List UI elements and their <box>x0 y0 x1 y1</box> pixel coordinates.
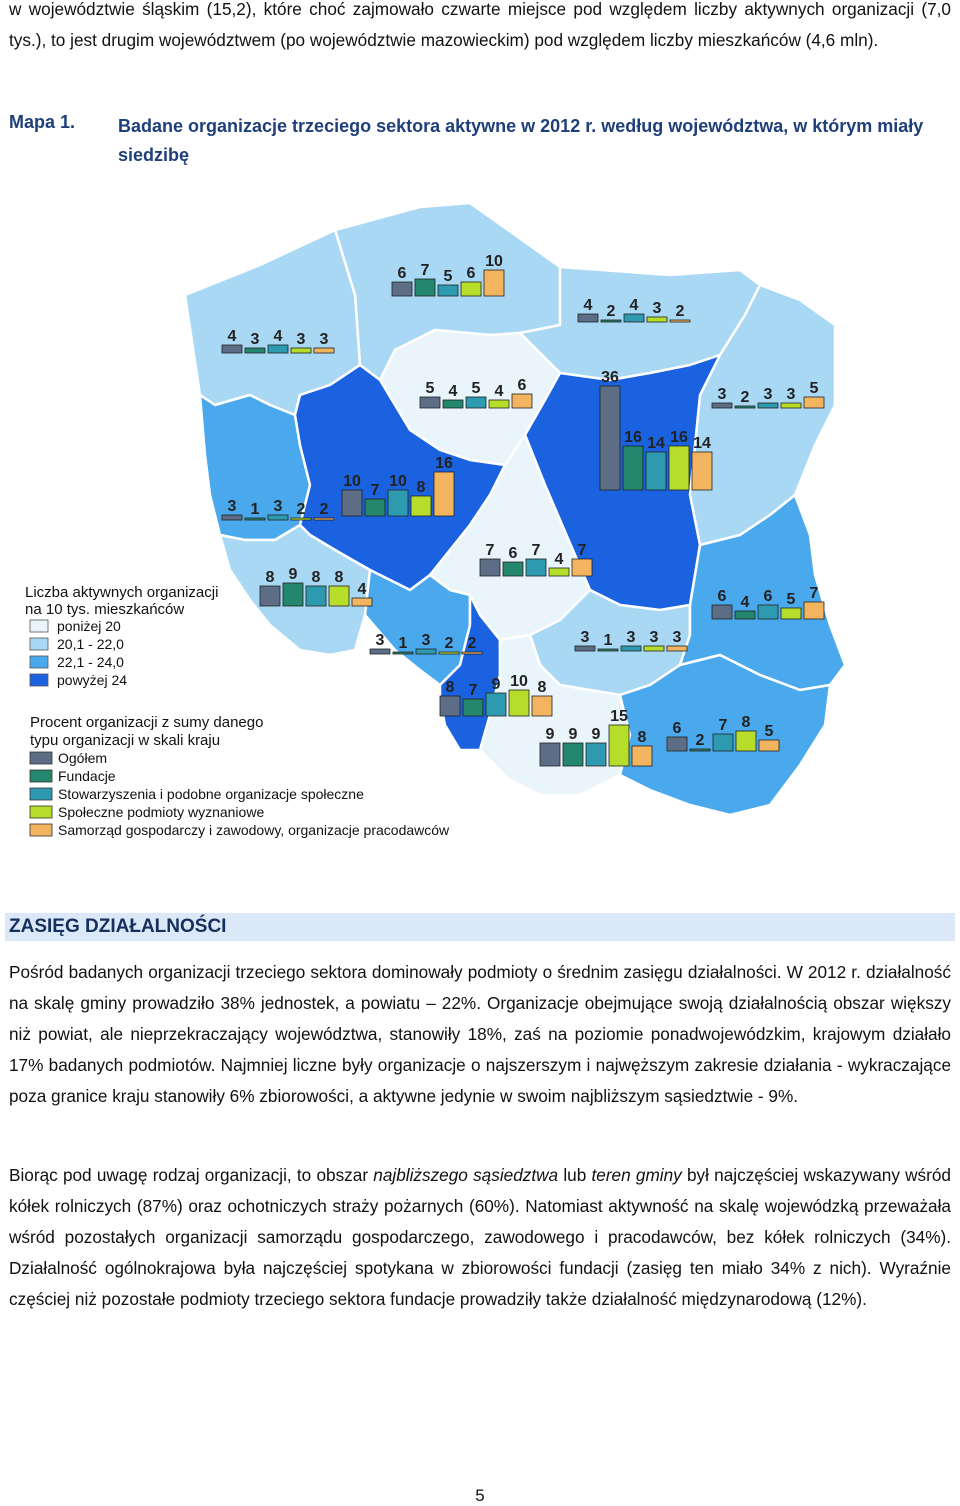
bar-label-podlaskie-3: 3 <box>786 386 796 403</box>
bar-label-zachodniopomorskie-3: 3 <box>296 331 306 348</box>
bar-zachodniopomorskie-1 <box>245 348 265 353</box>
bar-łódzkie-0 <box>480 559 500 576</box>
bar-łódzkie-1 <box>503 562 523 576</box>
bar-label-małopolskie-1: 9 <box>568 726 578 743</box>
bar-label-podkarpackie-2: 7 <box>718 717 728 734</box>
bar-label-podkarpackie-3: 8 <box>741 714 751 731</box>
intro-paragraph: w województwie śląskim (15,2), które choć zajmowało czwarte miejsce pod względem liczby aktywnych organizacji (7,0 tys.), to jest drugim województwem (po województwie mazowieckim) pod względem liczby mieszkańców (4,6 mln). <box>9 0 951 50</box>
bar-dolnośląskie-2 <box>306 586 326 606</box>
bar-label-śląskie-4: 8 <box>537 679 547 696</box>
bar-zachodniopomorskie-0 <box>222 345 242 353</box>
section-title: ZASIĘG DZIAŁALNOŚCI <box>9 916 227 937</box>
bar-małopolskie-0 <box>540 743 560 766</box>
type-label-4: Samorząd gospodarczy i zawodowy, organizacje pracodawców <box>58 822 450 838</box>
map-caption-label: Mapa 1. <box>9 112 76 132</box>
type-label-2: Stowarzyszenia i podobne organizacje społeczne <box>58 786 364 802</box>
density-swatch-2 <box>30 656 48 668</box>
bar-label-śląskie-2: 9 <box>491 676 501 693</box>
bar-opolskie-4 <box>462 652 482 654</box>
bar-świętokrzyskie-0 <box>575 646 595 651</box>
bar-label-kujawsko-pomorskie-3: 4 <box>494 383 504 400</box>
bar-podkarpackie-0 <box>667 737 687 751</box>
bar-świętokrzyskie-1 <box>598 649 618 651</box>
bar-label-łódzkie-4: 7 <box>577 542 587 559</box>
bar-label-dolnośląskie-0: 8 <box>265 569 275 586</box>
bar-małopolskie-2 <box>586 743 606 766</box>
density-label-3: powyżej 24 <box>57 672 128 688</box>
bar-opolskie-1 <box>393 652 413 654</box>
bar-zachodniopomorskie-3 <box>291 348 311 353</box>
bar-kujawsko-pomorskie-2 <box>466 397 486 408</box>
type-swatch-3 <box>30 806 52 818</box>
bar-kujawsko-pomorskie-4 <box>512 394 532 408</box>
bar-label-lubelskie-1: 4 <box>740 594 750 611</box>
bar-label-lubelskie-0: 6 <box>717 588 727 605</box>
bar-label-podlaskie-0: 3 <box>717 386 727 403</box>
bar-świętokrzyskie-3 <box>644 646 664 651</box>
bar-podlaskie-2 <box>758 403 778 408</box>
bar-label-pomorskie-2: 5 <box>443 268 453 285</box>
bar-mazowieckie-1 <box>623 446 643 490</box>
bar-label-warmińsko-mazurskie-2: 4 <box>629 297 639 314</box>
type-legend <box>30 714 450 838</box>
bar-dolnośląskie-4 <box>352 598 372 606</box>
bar-opolskie-0 <box>370 649 390 654</box>
bar-label-wielkopolskie-0: 10 <box>343 473 361 490</box>
density-label-2: 22,1 - 24,0 <box>57 654 124 670</box>
bar-lubelskie-0 <box>712 605 732 619</box>
type-swatch-0 <box>30 752 52 764</box>
bar-małopolskie-4 <box>632 746 652 766</box>
type-legend-title-2: typu organizacji w skali kraju <box>30 732 221 749</box>
density-legend-title-2: na 10 tys. mieszkańców <box>25 601 185 618</box>
p2-part-4: teren gminy <box>591 1165 682 1185</box>
bar-label-świętokrzyskie-3: 3 <box>649 629 659 646</box>
bar-łódzkie-2 <box>526 559 546 576</box>
bar-label-mazowieckie-0: 36 <box>601 369 619 386</box>
bar-label-podkarpackie-1: 2 <box>695 732 705 749</box>
bar-label-dolnośląskie-4: 4 <box>357 581 367 598</box>
bar-label-podkarpackie-4: 5 <box>764 723 774 740</box>
bar-label-mazowieckie-3: 16 <box>670 429 688 446</box>
bar-label-świętokrzyskie-4: 3 <box>672 629 682 646</box>
bar-label-łódzkie-0: 7 <box>485 542 495 559</box>
bar-pomorskie-4 <box>484 270 504 296</box>
bar-lubelskie-2 <box>758 605 778 619</box>
bar-wielkopolskie-3 <box>411 496 431 516</box>
bar-label-małopolskie-4: 8 <box>637 729 647 746</box>
bar-pomorskie-2 <box>438 285 458 296</box>
bar-label-łódzkie-3: 4 <box>554 551 564 568</box>
bar-label-lubuskie-2: 3 <box>273 498 283 515</box>
bar-label-lubuskie-4: 2 <box>319 501 329 518</box>
bar-label-warmińsko-mazurskie-0: 4 <box>583 297 593 314</box>
bar-label-zachodniopomorskie-2: 4 <box>273 328 283 345</box>
bar-label-zachodniopomorskie-4: 3 <box>319 331 329 348</box>
bar-mazowieckie-4 <box>692 452 712 490</box>
bar-label-pomorskie-4: 10 <box>485 253 503 270</box>
bar-label-kujawsko-pomorskie-0: 5 <box>425 380 435 397</box>
bar-label-lubelskie-4: 7 <box>809 585 819 602</box>
bar-podlaskie-4 <box>804 397 824 408</box>
bar-mazowieckie-2 <box>646 452 666 490</box>
bar-label-małopolskie-2: 9 <box>591 726 601 743</box>
bar-śląskie-1 <box>463 699 483 716</box>
bar-podkarpackie-4 <box>759 740 779 751</box>
bar-świętokrzyskie-4 <box>667 646 687 651</box>
bar-śląskie-4 <box>532 696 552 716</box>
bar-label-wielkopolskie-3: 8 <box>416 479 426 496</box>
bar-label-warmińsko-mazurskie-3: 3 <box>652 300 662 317</box>
bar-dolnośląskie-3 <box>329 586 349 606</box>
bar-label-opolskie-2: 3 <box>421 632 431 649</box>
bar-warmińsko-mazurskie-2 <box>624 314 644 322</box>
bar-label-lubelskie-3: 5 <box>786 591 796 608</box>
section-paragraph-1: Pośród badanych organizacji trzeciego sektora dominowały podmioty o średnim zasięgu działalności. W 2012 r. działalność na skalę gminy prowadziło 38% jednostek, a powiatu – 22%. Organizacje obejmujące swoją działalnością obszar większy niż powiat, ale nieprzekraczający województwa, stanowiły 18%, zaś na poziomie ponadwojewódzkim, krajowym działało 17% badanych podmiotów. Najmniej liczne były organizacje o najszerszym i najwęższym zakresie działania - wykraczające poza granice kraju stanowiły 6% zbiorowości, a aktywne jedynie w swoim najbliższym sąsiedztwie - 9%. <box>9 962 951 1106</box>
type-label-3: Społeczne podmioty wyznaniowe <box>58 804 265 820</box>
bar-warmińsko-mazurskie-3 <box>647 317 667 322</box>
density-label-1: 20,1 - 22,0 <box>57 636 124 652</box>
bar-label-pomorskie-1: 7 <box>420 262 430 279</box>
bar-kujawsko-pomorskie-3 <box>489 400 509 408</box>
bar-label-podlaskie-2: 3 <box>763 386 773 403</box>
bar-lubelskie-4 <box>804 602 824 619</box>
bar-label-wielkopolskie-2: 10 <box>389 473 407 490</box>
bar-kujawsko-pomorskie-1 <box>443 400 463 408</box>
bar-label-śląskie-3: 10 <box>510 673 528 690</box>
bar-podlaskie-3 <box>781 403 801 408</box>
bar-lubuskie-1 <box>245 518 265 520</box>
bar-podlaskie-1 <box>735 406 755 408</box>
bar-label-lubelskie-2: 6 <box>763 588 773 605</box>
bar-label-mazowieckie-1: 16 <box>624 429 642 446</box>
bar-label-zachodniopomorskie-0: 4 <box>227 328 237 345</box>
bar-label-mazowieckie-2: 14 <box>647 435 665 452</box>
type-swatch-4 <box>30 824 52 836</box>
bar-label-małopolskie-0: 9 <box>545 726 555 743</box>
bar-śląskie-2 <box>486 693 506 716</box>
type-label-0: Ogółem <box>58 750 108 766</box>
bar-zachodniopomorskie-4 <box>314 348 334 353</box>
bar-label-łódzkie-2: 7 <box>531 542 541 559</box>
type-legend-title-1: Procent organizacji z sumy danego <box>30 714 264 731</box>
bar-podkarpackie-2 <box>713 734 733 751</box>
bar-pomorskie-1 <box>415 279 435 296</box>
bar-dolnośląskie-1 <box>283 583 303 606</box>
bar-label-zachodniopomorskie-1: 3 <box>250 331 260 348</box>
bar-pomorskie-0 <box>392 282 412 296</box>
bar-label-dolnośląskie-2: 8 <box>311 569 321 586</box>
bar-label-opolskie-4: 2 <box>467 635 477 652</box>
bar-lubuskie-3 <box>291 518 311 520</box>
bar-pomorskie-3 <box>461 282 481 296</box>
bar-łódzkie-4 <box>572 559 592 576</box>
bar-warmińsko-mazurskie-1 <box>601 320 621 322</box>
section-paragraph-2 <box>9 1160 951 1315</box>
bar-label-lubuskie-0: 3 <box>227 498 237 515</box>
bar-label-opolskie-1: 1 <box>398 635 408 652</box>
density-swatch-1 <box>30 638 48 650</box>
bar-wielkopolskie-0 <box>342 490 362 516</box>
bar-lubuskie-2 <box>268 515 288 520</box>
bar-wielkopolskie-1 <box>365 499 385 516</box>
p2-part-1: Biorąc pod uwagę rodzaj organizacji, to obszar <box>9 1165 374 1185</box>
bar-label-świętokrzyskie-2: 3 <box>626 629 636 646</box>
bar-label-świętokrzyskie-0: 3 <box>580 629 590 646</box>
bar-label-kujawsko-pomorskie-2: 5 <box>471 380 481 397</box>
bar-label-podkarpackie-0: 6 <box>672 720 682 737</box>
bar-label-wielkopolskie-1: 7 <box>370 482 380 499</box>
bar-label-kujawsko-pomorskie-4: 6 <box>517 377 527 394</box>
section-header <box>5 913 955 941</box>
bar-label-śląskie-0: 8 <box>445 679 455 696</box>
bar-podkarpackie-3 <box>736 731 756 751</box>
bar-label-pomorskie-3: 6 <box>466 265 476 282</box>
bar-lubuskie-4 <box>314 518 334 520</box>
bar-warmińsko-mazurskie-0 <box>578 314 598 322</box>
bar-label-małopolskie-3: 15 <box>610 708 628 725</box>
bar-podkarpackie-1 <box>690 749 710 751</box>
bar-podlaskie-0 <box>712 403 732 408</box>
density-swatch-0 <box>30 620 48 632</box>
bar-label-wielkopolskie-4: 16 <box>435 455 453 472</box>
bar-lubelskie-1 <box>735 611 755 619</box>
bar-label-dolnośląskie-3: 8 <box>334 569 344 586</box>
bar-label-podlaskie-1: 2 <box>740 389 750 406</box>
bar-świętokrzyskie-2 <box>621 646 641 651</box>
bar-lubuskie-0 <box>222 515 242 520</box>
bar-małopolskie-3 <box>609 725 629 766</box>
bar-label-opolskie-3: 2 <box>444 635 454 652</box>
bar-wielkopolskie-2 <box>388 490 408 516</box>
page-number: 5 <box>475 1486 485 1505</box>
map-caption-title: Badane organizacje trzeciego sektora aktywne w 2012 r. według województwa, w którym miały siedzibę <box>118 116 924 165</box>
bar-label-mazowieckie-4: 14 <box>693 435 711 452</box>
bar-lubelskie-3 <box>781 608 801 619</box>
bar-label-świętokrzyskie-1: 1 <box>603 632 613 649</box>
type-label-1: Fundacje <box>58 768 116 784</box>
bar-label-warmińsko-mazurskie-4: 2 <box>675 303 685 320</box>
bar-śląskie-0 <box>440 696 460 716</box>
bar-label-lubuskie-3: 2 <box>296 501 306 518</box>
bar-małopolskie-1 <box>563 743 583 766</box>
bar-label-opolskie-0: 3 <box>375 632 385 649</box>
bar-label-warmińsko-mazurskie-1: 2 <box>606 303 616 320</box>
bar-mazowieckie-0 <box>600 386 620 490</box>
bar-label-dolnośląskie-1: 9 <box>288 566 298 583</box>
bar-kujawsko-pomorskie-0 <box>420 397 440 408</box>
p2-part-2: najbliższego sąsiedztwa <box>373 1165 559 1185</box>
bar-łódzkie-3 <box>549 568 569 576</box>
density-legend-title-1: Liczba aktywnych organizacji <box>25 584 219 601</box>
bar-śląskie-3 <box>509 690 529 716</box>
bar-opolskie-2 <box>416 649 436 654</box>
bar-mazowieckie-3 <box>669 446 689 490</box>
bar-dolnośląskie-0 <box>260 586 280 606</box>
p2-part-3: lub <box>558 1165 592 1185</box>
bar-label-łódzkie-1: 6 <box>508 545 518 562</box>
bar-warmińsko-mazurskie-4 <box>670 320 690 322</box>
density-swatch-3 <box>30 674 48 686</box>
density-label-0: poniżej 20 <box>57 618 121 634</box>
bar-label-kujawsko-pomorskie-1: 4 <box>448 383 458 400</box>
bar-label-śląskie-1: 7 <box>468 682 478 699</box>
bar-label-podlaskie-4: 5 <box>809 380 819 397</box>
voivodeship-map <box>0 195 960 845</box>
bar-label-pomorskie-0: 6 <box>397 265 407 282</box>
type-swatch-1 <box>30 770 52 782</box>
bar-zachodniopomorskie-2 <box>268 345 288 353</box>
bar-opolskie-3 <box>439 652 459 654</box>
type-swatch-2 <box>30 788 52 800</box>
bar-label-lubuskie-1: 1 <box>250 501 260 518</box>
density-legend <box>25 584 218 688</box>
p2-part-5: był najczęściej wskazywany wśród kółek rolniczych (87%) oraz ochotniczych straży pożarnych (60%). Natomiast aktywność na skalę wojewódzką przeważała wśród pozostałych organizacji samorządu gospodarczego, zawodowego i pracodawców, bez kółek rolniczych (34%). Działalność ogólnokrajowa była najczęściej spotykana w zbiorowości fundacji (zasięg ten miało 34% z nich). Wyraźnie częściej niż pozostałe podmioty trzeciego sektora fundacje prowadziły także działalność międzynarodową (12%). <box>9 1165 951 1309</box>
bar-wielkopolskie-4 <box>434 472 454 516</box>
